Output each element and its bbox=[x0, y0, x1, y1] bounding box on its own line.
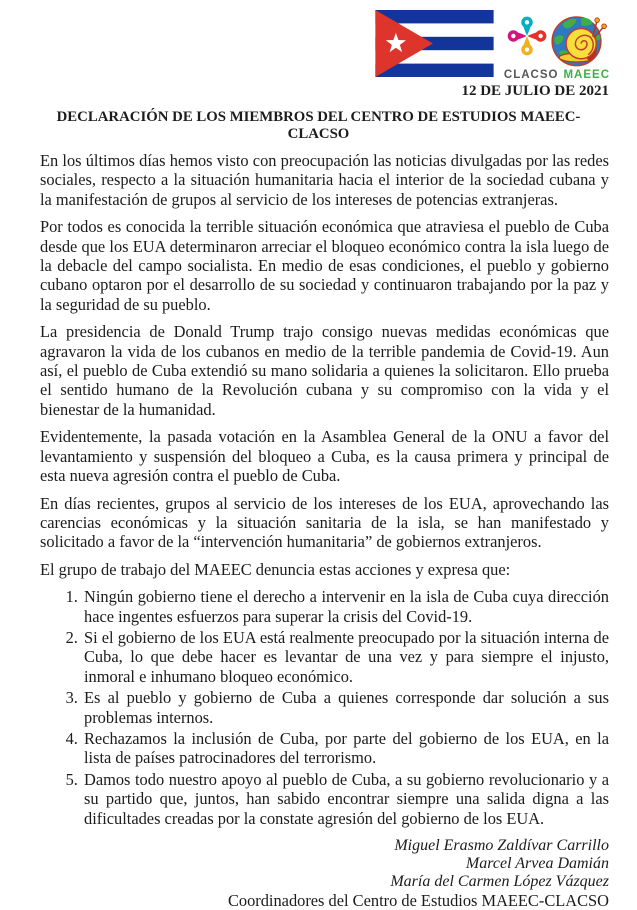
list-item: 5. Damos todo nuestro apoyo al pueblo de Cuba, a su gobierno revolucionario y a su partido que, juntos, han sabido encontrar siempre una salida digna a las dificultades creadas por la constate agresión del gobierno de los EUA. bbox=[82, 770, 609, 828]
paragraph: Por todos es conocida la terrible situación económica que atraviesa el pueblo de Cuba desde que los EUA determinaron arreciar el bloqueo económico contra la isla luego de la debacle del campo socialista. En medio de esas condiciones, el pueblo y gobierno cubano optaron por el desarrollo de su sociedad y continuaron trabajando por la paz y la seguridad de su pueblo. bbox=[40, 217, 609, 314]
org-logos bbox=[504, 10, 610, 81]
clacso-pinwheel-icon bbox=[505, 10, 549, 62]
document-title: DECLARACIÓN DE LOS MIEMBROS DEL CENTRO DE ESTUDIOS MAEEC-CLACSO bbox=[56, 109, 581, 142]
signature-name: Miguel Erasmo Zaldívar Carrillo bbox=[394, 837, 609, 854]
paragraph: En los últimos días hemos visto con preocupación las noticias divulgadas por las redes sociales, respecto a la situación humanitaria hacia el interior de la sociedad cubana y la manifestación de grupos al servicio de los intereses de potencias extranjeras. bbox=[40, 151, 609, 209]
signature-role: Coordinadores del Centro de Estudios MAEEC-CLACSO bbox=[227, 891, 609, 910]
document-date: 12 DE JULIO DE 2021 bbox=[461, 83, 609, 99]
signature-name: María del Carmen López Vázquez bbox=[390, 873, 609, 890]
list-item: 2. Si el gobierno de los EUA está realmente preocupado por la situación interna de Cuba, lo que debe hacer es levantar de una vez y para siempre el injusto, inmoral e inhumano bloqueo económico. bbox=[82, 628, 609, 686]
clacso-label: CLACSO bbox=[503, 69, 559, 81]
list-item: 3. Es al pueblo y gobierno de Cuba a quienes corresponde dar solución a sus problemas internos. bbox=[82, 688, 609, 727]
list-item: 1. Ningún gobierno tiene el derecho a intervenir en la isla de Cuba cuya dirección hace ingentes esfuerzos para superar la crisis del Covid-19. bbox=[82, 587, 609, 626]
signature-name: Marcel Arvea Damián bbox=[465, 855, 609, 872]
maeec-label: MAEEC bbox=[563, 69, 610, 81]
logo-wordmark bbox=[504, 69, 610, 81]
document-body bbox=[0, 151, 637, 910]
header bbox=[0, 0, 637, 81]
cuba-flag-icon bbox=[375, 10, 494, 77]
maeec-globe-snail-icon bbox=[551, 10, 609, 68]
signature-block bbox=[40, 837, 609, 910]
paragraph: Evidentemente, la pasada votación en la Asamblea General de la ONU a favor del levantamiento y suspensión del bloqueo a Cuba, es la causa primera y principal de esta nueva agresión contra el pueblo de Cuba. bbox=[40, 427, 609, 486]
list-item: 4. Rechazamos la inclusión de Cuba, por parte del gobierno de los EUA, en la lista de países patrocinadores del terrorismo. bbox=[82, 729, 609, 768]
paragraph: El grupo de trabajo del MAEEC denuncia estas acciones y expresa que: bbox=[40, 559, 511, 579]
numbered-list bbox=[40, 587, 609, 828]
paragraph: La presidencia de Donald Trump trajo consigo nuevas medidas económicas que agravaron la vida de los cubanos en medio de la terrible pandemia de Covid-19. Aun así, el pueblo de Cuba extendió su mano solidaria a quienes la solicitaron. Ello prueba el sentido humano de la Revolución cubana y su compromiso con la vida y el bienestar de la humanidad. bbox=[40, 322, 609, 419]
paragraph: En días recientes, grupos al servicio de los intereses de los EUA, aprovechando las carencias económicas y la situación sanitaria de la isla, se han manifestado y solicitado a favor de la “intervención humanitaria” de gobiernos extranjeros. bbox=[40, 493, 609, 552]
